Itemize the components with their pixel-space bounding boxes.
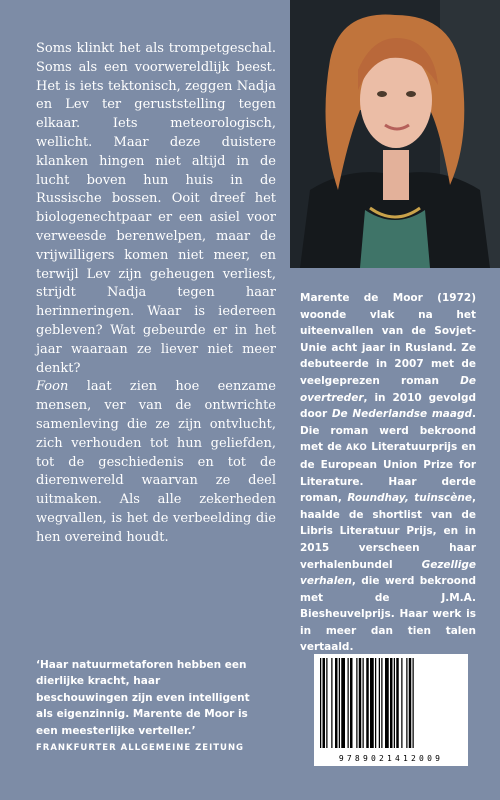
barcode-bar <box>390 658 393 748</box>
barcode-bars <box>314 654 468 750</box>
barcode-bar <box>331 658 332 748</box>
barcode-bar <box>394 658 395 748</box>
isbn-barcode <box>314 654 468 766</box>
press-quote-source: FRANKFURTER ALLGEMEINE ZEITUNG <box>36 743 245 754</box>
barcode-bar <box>326 658 327 748</box>
barcode-bar <box>366 658 369 748</box>
barcode-bar <box>323 658 326 748</box>
barcode-bar <box>341 658 345 748</box>
barcode-bar <box>370 658 374 748</box>
barcode-bar <box>396 658 399 748</box>
author-biography <box>300 290 476 656</box>
barcode-bar <box>320 658 321 748</box>
barcode-bar <box>350 658 353 748</box>
press-quote <box>36 657 250 756</box>
bio-text: . Die roman werd bekroond met de <box>300 408 476 454</box>
barcode-bar <box>335 658 338 748</box>
author-photo <box>290 0 500 268</box>
blurb-book-title: Foon <box>36 379 69 395</box>
bio-book-title: Roundhay, tuinscène <box>347 492 472 505</box>
bio-text: , haalde de shortlist van de Libris Literatuur Prijs, en in 2015 verscheen haar verhalenbundel <box>300 492 476 571</box>
bio-text: , die werd bekroond met de J.M.A. Biesheuvelprijs. Haar werk is in meer dan tien talen vertaald. <box>300 575 476 654</box>
blurb-paragraph-2-text: laat zien hoe eenzame mensen, ver van de ontwrichte samenleving die ze zijn ontvlucht, zich verhouden tot hun geliefden, tot de geschiedenis en tot de dierenwereld waarvan ze deel uitmaken. Als alle zekerheden wegvallen, is het de verbeelding die hen overeind houdt. <box>36 379 276 545</box>
barcode-bar <box>413 658 414 748</box>
bio-book-title: De overtreder <box>300 374 476 404</box>
barcode-bar <box>359 658 362 748</box>
blurb-paragraph-2 <box>36 378 276 547</box>
barcode-bar <box>379 658 380 748</box>
barcode-bar <box>356 658 357 748</box>
isbn-number: 9789021412009 <box>338 754 444 763</box>
barcode-bar <box>401 658 402 748</box>
barcode-bar <box>406 658 407 748</box>
bio-text: Literatuurprijs en de European Union Prize for Literature. Haar derde roman, <box>300 441 476 505</box>
barcode-bar <box>381 658 382 748</box>
bio-book-title: De Nederlandse maagd <box>331 408 472 421</box>
blurb-paragraph-1: Soms klinkt het als trompetgeschal. Soms als een voorwereldlijk beest. Het is iets tektonisch, zeggen Nadja en Lev ter geruststelling tegen elkaar. Iets meteorologisch, wellicht. Maar deze duistere klanken hingen niet altijd in de lucht boven hun huis in de Russische bossen. Ooit dreef het biologenechtpaar er een asiel voor verweesde berenwelpen, maar de vrijwilligers komen niet meer, en terwijl Lev zijn geheugen verliest, strijdt Nadja tegen haar herinneringen. Waar is iedereen gebleven? Wat gebeurde er in het jaar waaraan ze liever niet meer denkt? <box>36 41 276 376</box>
barcode-bar <box>409 658 412 748</box>
bio-book-title: Gezellige verhalen <box>300 558 476 588</box>
bio-text: , in 2010 gevolgd door <box>300 391 476 421</box>
barcode-bar <box>348 658 349 748</box>
press-quote-text: ‘Haar natuurmetaforen hebben een dierlijke kracht, haar beschouwingen zijn even intelligent als eigenzinnig. Marente de Moor is een meesterlijke verteller.’ <box>36 659 250 737</box>
barcode-bar <box>375 658 376 748</box>
barcode-bar <box>385 658 389 748</box>
barcode-bar <box>363 658 364 748</box>
bio-text: Marente de Moor (1972) woonde vlak na het uiteenvallen van de Sovjet-Unie acht jaar in Rusland. Ze debuteerde in 2007 met de veelgeprezen roman <box>300 292 476 387</box>
bio-prize-abbreviation: AKO <box>345 443 368 454</box>
barcode-bar <box>339 658 340 748</box>
back-cover-blurb <box>36 40 276 548</box>
